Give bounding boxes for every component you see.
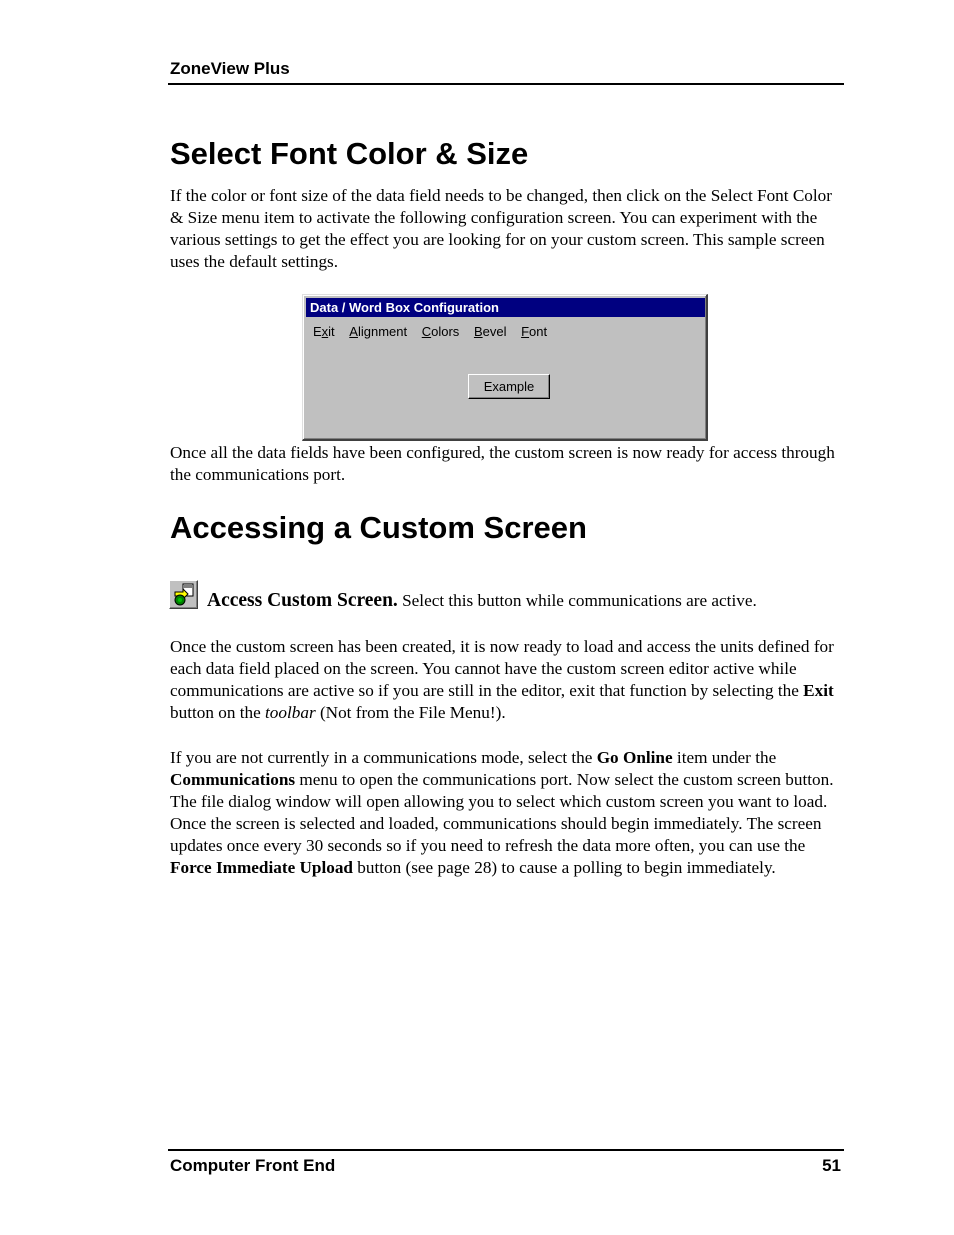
section-heading-font-color: Select Font Color & Size [170, 136, 529, 171]
access-lead: Access Custom Screen. [207, 590, 398, 611]
custom-screen-glyph [170, 581, 197, 608]
section-heading-accessing: Accessing a Custom Screen [170, 510, 587, 545]
dialog-screenshot [302, 294, 708, 441]
access-custom-screen-line [207, 589, 757, 613]
header-rule [168, 83, 844, 85]
running-footer: Computer Front End [170, 1156, 336, 1175]
menu-item-colors[interactable]: Colors [421, 324, 460, 339]
page-number: 51 [822, 1156, 841, 1175]
load-paragraph: Once the custom screen has been created, it is now ready to load and access the units defined for each data field placed on the screen. You cannot have the custom screen editor active while communications are active so if you are still in the editor, exit that function by selecting the Exit button on the toolbar (Not from the File Menu!). [170, 637, 834, 722]
menu-item-exit[interactable]: Exit [313, 324, 335, 339]
intro-paragraph: If the color or font size of the data field needs to be changed, then click on the Select Font Color & Size menu item to activate the following configuration screen. You can experiment with the various settings to get the effect you are looking for on your custom screen. This sample screen uses the default settings. [170, 186, 832, 271]
example-button[interactable]: Example [468, 374, 550, 399]
menu-item-font[interactable]: Font [521, 324, 548, 339]
custom-screen-icon [169, 580, 198, 609]
menu-item-bevel[interactable]: Bevel [473, 324, 507, 339]
dialog-menu-bar [313, 322, 558, 342]
running-header: ZoneView Plus [170, 59, 290, 78]
dialog-title-bar: Data / Word Box Configuration [306, 298, 705, 317]
menu-item-alignment[interactable]: Alignment [349, 324, 408, 339]
online-paragraph: If you are not currently in a communications mode, select the Go Online item under the Communications menu to open the communications port. Now select the custom screen button. The file dialog window will open allowing you to select which custom screen you want to load. Once the screen is selected and loaded, communications should begin immediately. The screen updates once every 30 seconds so if you need to refresh the data more often, you can use the Force Immediate Upload button (see page 28) to cause a polling to begin immediately. [170, 748, 834, 877]
footer-rule [168, 1149, 844, 1151]
access-text: Select this button while communications are active. [397, 591, 757, 610]
configured-paragraph: Once all the data fields have been configured, the custom screen is now ready for access through the communications port. [170, 443, 835, 484]
